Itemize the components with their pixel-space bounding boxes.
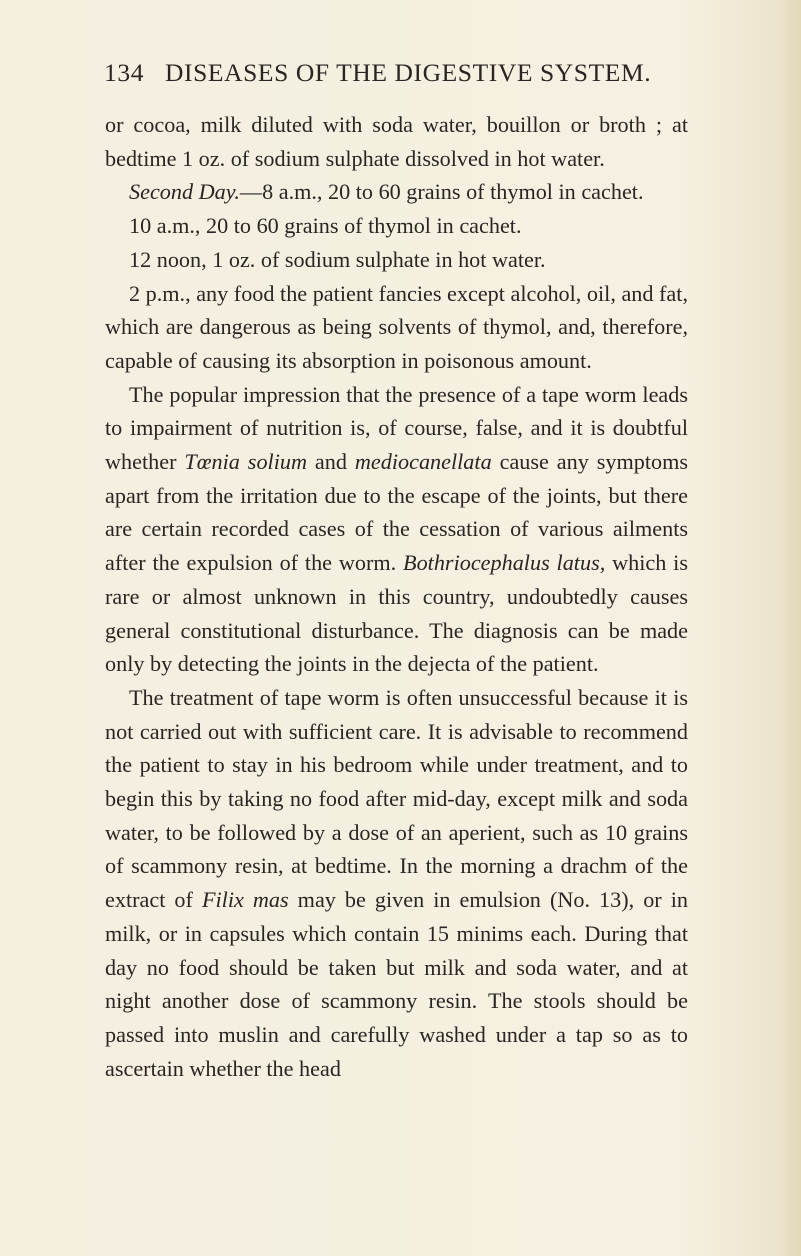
running-title: DISEASES OF THE DIGESTIVE SYSTEM. (165, 58, 652, 87)
drug-name: Filix mas (201, 887, 289, 913)
paragraph-text: 10 a.m., 20 to 60 grains of thymol in cachet. (129, 213, 522, 239)
paragraph-text: 12 noon, 1 oz. of sodium sulphate in hot water. (129, 246, 546, 272)
paragraph-text: The treatment of tape worm is often unsuccessful because it is not carried out with sufficient care. It is advisable to recommend the patient to stay in his bedroom while under treatment, and to begin this by taking no food after mid-day, except milk and soda water, to be followed by a dose of an aperient, such as 10 grains of scammony resin, at bedtime. In the morning a drachm of the extract of (105, 684, 688, 913)
paragraph-treatment (105, 681, 688, 1085)
body-text (105, 108, 688, 1085)
paragraph-10am (105, 209, 688, 243)
paragraph-text: —8 a.m., 20 to 60 grains of thymol in cachet. (239, 179, 644, 205)
paragraph-popular-impression (105, 378, 688, 681)
species-name: Bothriocephalus latus, (403, 550, 606, 576)
paragraph-second-day (105, 175, 688, 209)
species-name: Tœnia solium (184, 449, 307, 475)
paragraph-12noon (105, 243, 688, 277)
paragraph-continuation (105, 108, 688, 175)
page-number: 134 (104, 58, 145, 87)
paragraph-text: may be given in emulsion (No. 13), or in milk, or in capsules which contain 15 minims each. During that day no food should be taken but milk and soda water, and at night another dose of scammony resin. The stools should be passed into muslin and carefully washed under a tap so as to ascertain whether the head (105, 887, 688, 1081)
paragraph-text: or cocoa, milk diluted with soda water, bouillon or broth ; at bedtime 1 oz. of sodium sulphate dissolved in hot water. (105, 112, 688, 171)
paragraph-text: and (306, 449, 355, 475)
paragraph-text: The popular impression that the presence of a tape worm leads to impairment of nutrition is, of course, false, and it is doubtful whether (105, 381, 688, 475)
paragraph-text: 2 p.m., any food the patient fancies except alcohol, oil, and fat, which are dangerous as being solvents of thymol, and, therefore, capable of causing its absorption in poisonous amount. (105, 280, 688, 373)
italic-heading: Second Day. (129, 179, 240, 205)
paragraph-2pm (105, 277, 688, 378)
species-name: mediocanellata (354, 449, 492, 475)
paragraph-text: which is rare or almost unknown in this country, undoubtedly causes general constitutional disturbance. The diagnosis can be made only by detecting the joints in the dejecta of the patient. (105, 550, 688, 677)
running-header (104, 58, 704, 88)
paragraph-text: cause any symptoms apart from the irritation due to the escape of the joints, but there are certain recorded cases of the cessation of various ailments after the expulsion of the worm. (105, 449, 688, 576)
